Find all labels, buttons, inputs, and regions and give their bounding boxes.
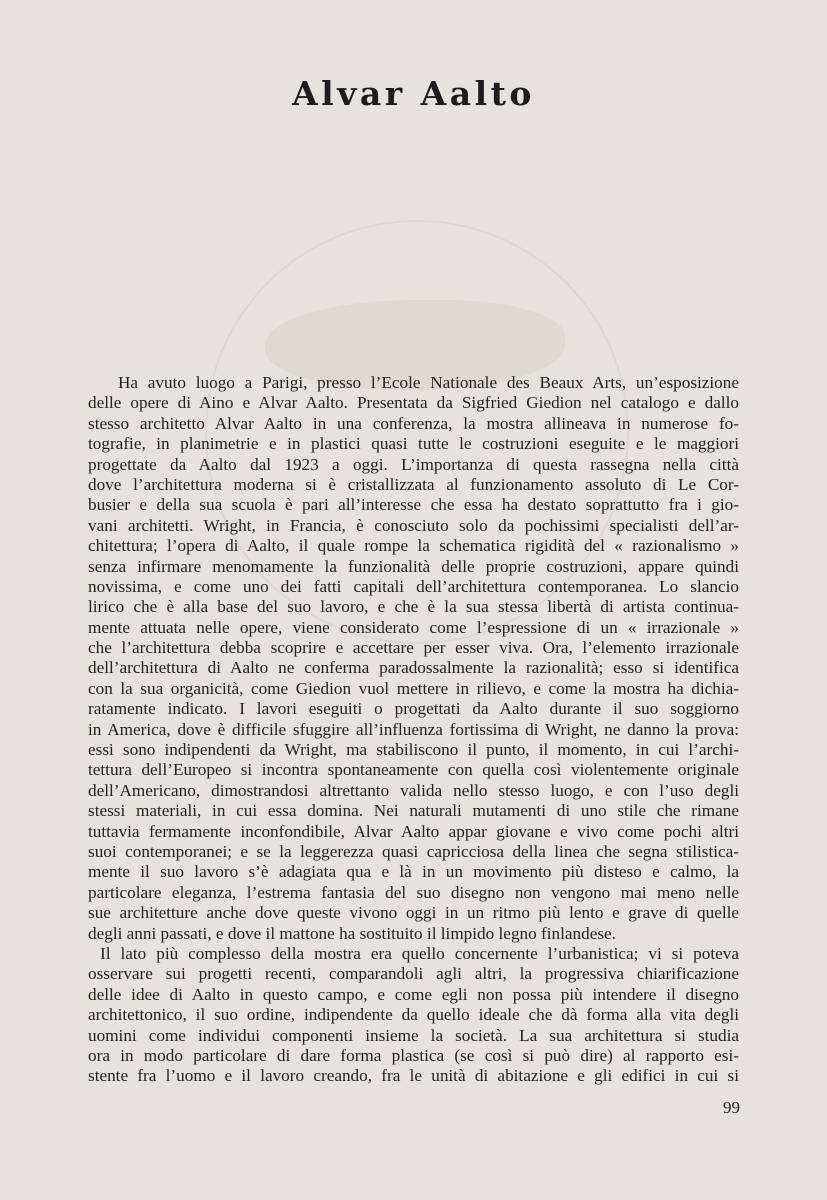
text-line: vani architetti. Wright, in Francia, è conosciuto solo da pochissimi specialisti dell’ar- xyxy=(88,515,739,535)
text-line: stesso architetto Alvar Aalto in una conferenza, la mostra allineava in numerose fo- xyxy=(88,413,739,433)
text-line: progettate da Aalto dal 1923 a oggi. L’importanza di questa rassegna nella città xyxy=(88,454,739,474)
text-line: stente fra l’uomo e il lavoro creando, fra le unità di abitazione e gli edifici in cui si xyxy=(88,1066,739,1086)
text-line: ora in modo particolare di dare forma plastica (se così si può dire) al rapporto esi- xyxy=(88,1045,739,1065)
text-line: dell’architettura di Aalto ne conferma paradossalmente la razionalità; esso si identifica xyxy=(88,658,739,678)
text-line: degli anni passati, e dove il mattone ha sostituito il limpido legno finlandese. xyxy=(88,923,616,943)
text-line: dell’Americano, dimostrandosi altrettanto valida nello stesso luogo, e con l’uso degli xyxy=(88,780,739,800)
text-line: delle idee di Aalto in questo campo, e come egli non possa più intendere il disegno xyxy=(88,984,739,1004)
text-line: architettonico, il suo ordine, indipendente da quello ideale che dà forma alla vita degli xyxy=(88,1005,739,1025)
paragraph-2 xyxy=(88,944,739,1087)
text-line: che l’architettura debba scoprire e accettare per esser viva. Ora, l’elemento irrazionale xyxy=(88,638,739,658)
text-line: con la sua organicità, come Giedion vuol mettere in rilievo, e come la mostra ha dichia- xyxy=(88,678,739,698)
text-line: mente il suo lavoro s’è adagiata qua e là in un movimento più disteso e calmo, la xyxy=(88,862,739,882)
text-line: novissima, e come uno dei fatti capitali dell’architettura contemporanea. Lo slancio xyxy=(88,576,739,596)
text-line: essi sono indipendenti da Wright, ma stabiliscono il punto, il momento, in cui l’archi- xyxy=(88,740,739,760)
text-line: Ha avuto luogo a Parigi, presso l’Ecole Nationale des Beaux Arts, un’esposizione xyxy=(118,373,739,392)
text-line: in America, dove è difficile sfuggire all’influenza fortissima di Wright, ne danno la prova: xyxy=(88,719,739,739)
article-body xyxy=(88,373,739,1087)
text-line: suoi contemporanei; e se la leggerezza quasi capricciosa della linea che segna stilistica- xyxy=(88,841,739,861)
text-line: stessi materiali, in cui essa domina. Nei naturali mutamenti di uno stile che rimane xyxy=(88,801,739,821)
text-line: tuttavia fermamente inconfondibile, Alvar Aalto appar giovane e vivo come pochi altri xyxy=(88,821,739,841)
text-line: Il lato più complesso della mostra era quello concernente l’urbanistica; vi si poteva xyxy=(100,943,739,963)
text-line: mente attuata nelle opere, viene considerato come l’espressione di un « irrazionale » xyxy=(88,617,739,637)
text-line: osservare sui progetti recenti, comparandoli agli altri, la progressiva chiarificazione xyxy=(88,964,739,984)
text-line: tografie, in planimetrie e in plastici quasi tutte le costruzioni eseguite e le maggiori xyxy=(88,434,739,454)
text-line: ratamente indicato. I lavori eseguiti o progettati da Aalto durante il suo soggiorno xyxy=(88,699,739,719)
text-line: tettura dell’Europeo si incontra spontaneamente con quella così violentemente originale xyxy=(88,760,739,780)
text-line: particolare eleganza, l’estrema fantasia del suo disegno non vengono mai meno nelle xyxy=(88,882,739,902)
text-line: senza infirmare menomamente la funzionalità delle proprie costruzioni, appare quindi xyxy=(88,556,739,576)
text-line: lirico che è alla base del suo lavoro, e che è la sua stessa libertà di artista continua- xyxy=(88,597,739,617)
page-number: 99 xyxy=(723,1098,740,1117)
text-line: busier e della sua scuola è pari all’interesse che essa ha destato soprattutto fra i gio- xyxy=(88,495,739,515)
text-line: chitettura; l’opera di Aalto, il quale rompe la schematica rigidità del « razionalismo » xyxy=(88,536,739,556)
paragraph-1 xyxy=(88,373,739,944)
text-line: sue architetture anche dove queste vivono oggi in un ritmo più lento e grave di quelle xyxy=(88,903,739,923)
page-title: Alvar Aalto xyxy=(292,74,535,113)
text-line: dove l’architettura moderna si è cristallizzata al funzionamento assoluto di Le Cor- xyxy=(88,474,739,494)
text-line: delle opere di Aino e Alvar Aalto. Presentata da Sigfried Giedion nel catalogo e dallo xyxy=(88,393,739,413)
text-line: uomini come individui componenti insieme la società. La sua architettura si studia xyxy=(88,1025,739,1045)
